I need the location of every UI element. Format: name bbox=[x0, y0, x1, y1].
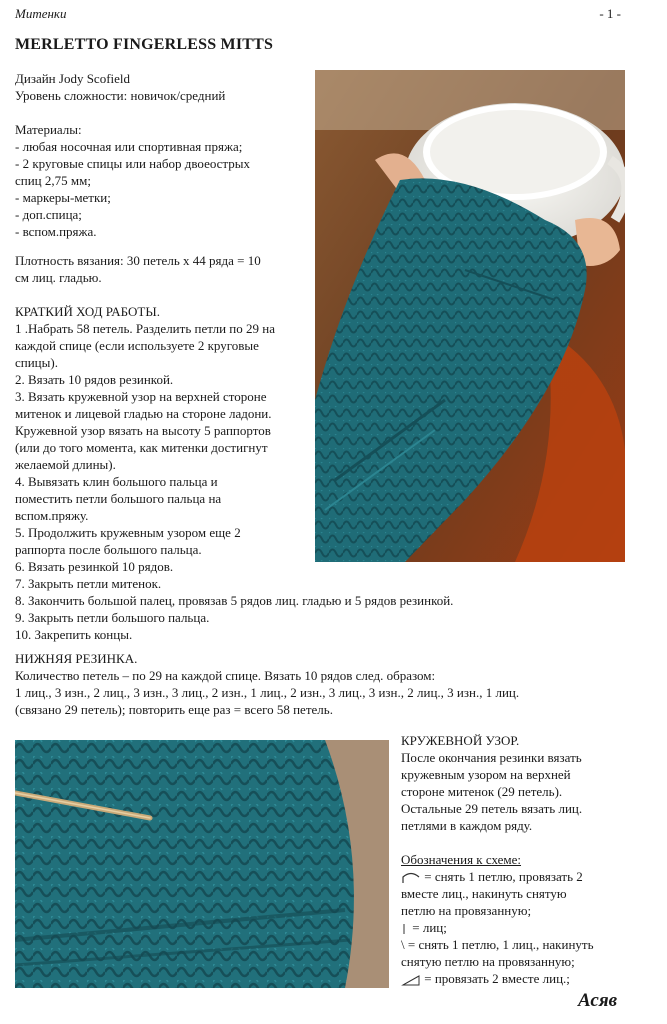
legend-text: = лиц; bbox=[412, 920, 447, 935]
step-line: вспом.пряжу. bbox=[15, 508, 89, 523]
materials-line: - 2 круговые спицы или набор двоеострых bbox=[15, 156, 251, 171]
materials-list bbox=[15, 121, 305, 240]
slip-knit-pass-icon bbox=[401, 872, 421, 884]
mitt-cup-photo bbox=[315, 70, 625, 562]
step-line: 7. Закрыть петли митенок. bbox=[15, 576, 162, 591]
step-line: 5. Продолжить кружевным узором еще 2 bbox=[15, 525, 241, 540]
lace-section bbox=[401, 732, 631, 987]
lace-line: стороне митенок (29 петель). bbox=[401, 784, 563, 799]
lace-line: После окончания резинки вязать bbox=[401, 750, 582, 765]
step-line: поместить петли большого пальца на bbox=[15, 491, 222, 506]
legend-text: = провязать 2 вместе лиц.; bbox=[424, 971, 570, 986]
materials-line: - маркеры-метки; bbox=[15, 190, 111, 205]
legend-line: вместе лиц., накинуть снятую bbox=[401, 886, 567, 901]
step-line: раппорта после большого пальца. bbox=[15, 542, 202, 557]
materials-line: - доп.спица; bbox=[15, 207, 82, 222]
page-number: - 1 - bbox=[599, 6, 621, 21]
step-line: (или до того момента, как митенки достигнут bbox=[15, 440, 268, 455]
step-line: 8. Закончить большой палец, провязав 5 рядов лиц. гладью и 5 рядов резинкой. bbox=[15, 593, 454, 608]
rib-heading: НИЖНЯЯ РЕЗИНКА. bbox=[15, 651, 138, 666]
legend-line: петлю на провязанную; bbox=[401, 903, 532, 918]
difficulty: Уровень сложности: новичок/средний bbox=[15, 88, 226, 103]
lace-line: кружевным узором на верхней bbox=[401, 767, 571, 782]
rib-section bbox=[15, 650, 655, 718]
step-line: 9. Закрыть петли большого пальца. bbox=[15, 610, 210, 625]
step-line: 2. Вязать 10 рядов резинкой. bbox=[15, 372, 174, 387]
lace-heading: КРУЖЕВНОЙ УЗОР. bbox=[401, 733, 520, 748]
materials-line: Материалы: bbox=[15, 122, 82, 137]
steps-heading: КРАТКИЙ ХОД РАБОТЫ. bbox=[15, 304, 160, 319]
header-section: Митенки bbox=[15, 6, 67, 21]
design-info bbox=[15, 70, 305, 104]
legend-line bbox=[401, 868, 631, 885]
step-line: 3. Вязать кружевной узор на верхней стороне bbox=[15, 389, 267, 404]
page-title: MERLETTO FINGERLESS MITTS bbox=[15, 36, 274, 53]
signature: Асяв bbox=[578, 990, 618, 1011]
lace-line: Остальные 29 петель вязать лиц. bbox=[401, 801, 583, 816]
step-line: каждой спице (если используете 2 круговые bbox=[15, 338, 259, 353]
step-line: спицы). bbox=[15, 355, 58, 370]
legend-line: \ = снять 1 петлю, 1 лиц., накинуть bbox=[401, 937, 594, 952]
gauge-info bbox=[15, 252, 305, 286]
designer: Дизайн Jody Scofield bbox=[15, 71, 131, 86]
legend-line bbox=[401, 919, 631, 936]
step-line: 1 .Набрать 58 петель. Разделить петли по 29 на bbox=[15, 321, 275, 336]
step-line: митенок и лицевой гладью на стороне ладони. bbox=[15, 406, 272, 421]
legend-line: снятую петлю на провязанную; bbox=[401, 954, 575, 969]
rib-line: 1 лиц., 3 изн., 2 лиц., 3 изн., 3 лиц., 2 изн., 1 лиц., 2 изн., 3 лиц., 3 изн., 2 лиц., 3 изн., 1 лиц. bbox=[15, 685, 520, 700]
step-line: Кружевной узор вязать на высоту 5 раппортов bbox=[15, 423, 271, 438]
materials-line: - вспом.пряжа. bbox=[15, 224, 97, 239]
materials-line: - любая носочная или спортивная пряжа; bbox=[15, 139, 243, 154]
gauge-line: см лиц. гладью. bbox=[15, 270, 102, 285]
lace-closeup-photo bbox=[15, 740, 389, 988]
step-line: желаемой длины). bbox=[15, 457, 116, 472]
step-line: 4. Вывязать клин большого пальца и bbox=[15, 474, 218, 489]
legend-line bbox=[401, 970, 631, 987]
legend-heading: Обозначения к схеме: bbox=[401, 852, 522, 867]
rib-line: Количество петель – по 29 на каждой спице. Вязать 10 рядов след. образом: bbox=[15, 668, 436, 683]
knit-icon bbox=[401, 923, 409, 935]
lace-line: петлями в каждом ряду. bbox=[401, 818, 533, 833]
rib-line: (связано 29 петель); повторить еще раз = всего 58 петель. bbox=[15, 702, 333, 717]
materials-line: спиц 2,75 мм; bbox=[15, 173, 91, 188]
k2tog-icon bbox=[401, 974, 421, 986]
step-line: 10. Закрепить концы. bbox=[15, 627, 133, 642]
legend-text: = снять 1 петлю, провязать 2 bbox=[424, 869, 583, 884]
gauge-line: Плотность вязания: 30 петель х 44 ряда = 10 bbox=[15, 253, 261, 268]
step-line: 6. Вязать резинкой 10 рядов. bbox=[15, 559, 174, 574]
